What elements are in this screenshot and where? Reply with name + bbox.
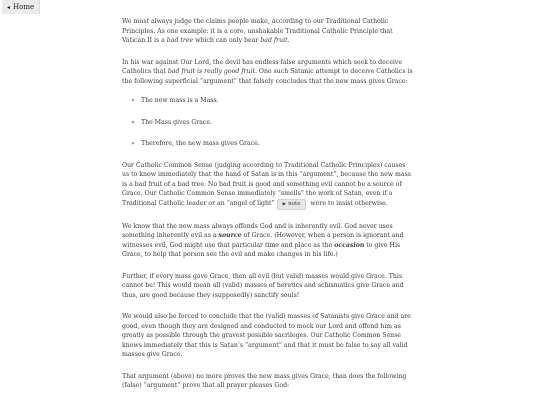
text: of Grace. (However, when a person is ignorant and witnesses evil, God might use that particular time and place as the: [122, 232, 404, 249]
text: . One such Satanic attempt to deceive Catholics is the following superficial “argument” that falsely concludes that the new mass gives Grace:: [122, 68, 413, 85]
paragraph-6: We would also be forced to conclude that the (valid) masses of Satanists give Grace and are good, even though they are designed and conducted to mock our Lord and offend him as greatly as possible through the gravest possible sacrileges. Our Catholic Common Sense knows immediately that this is Satan’s “argument” and that it must be false to say all valid masses give Grace.: [122, 313, 411, 358]
note-label: note: [288, 200, 301, 207]
emphasis: bad tree: [166, 37, 194, 44]
text: We know that the new mass always offends God and is inherently evil. God never uses something inherently evil as a: [122, 222, 393, 239]
text: We must always judge the claims people make, according to our Traditional Catholic Principles. As one example: it is a core, unshakable Traditional Catholic Principle that Vatican II is a: [122, 18, 393, 44]
list-item: » The Mass gives Grace.: [122, 118, 414, 128]
text: In his war against Our Lord, the devil has endless false arguments which seek to deceive Catholics that: [122, 58, 402, 75]
paragraph-2: [122, 58, 414, 87]
paragraph-4: [122, 222, 414, 260]
syllogism-list: [122, 96, 414, 149]
paragraph-7: That argument (above) no more proves the new mass gives Grace, than does the following (false) “argument” prove that all prayer pleases God:: [122, 372, 407, 389]
home-label: Home: [13, 3, 35, 11]
emphasis: occasion: [334, 241, 365, 249]
text: were to insist otherwise.: [308, 199, 388, 207]
paragraph-1: [122, 17, 414, 46]
article-body: [122, 17, 414, 403]
note-button[interactable]: [277, 199, 307, 210]
emphasis: bad fruit: [260, 37, 288, 44]
back-arrow-icon: ◂: [7, 4, 11, 11]
top-bar: [0, 0, 540, 14]
paragraph-3: [122, 161, 414, 210]
emphasis: source: [218, 232, 242, 239]
paragraph-5: Further, if every mass gave Grace, then all evil (but valid) masses would give Grace. This cannot be! This would mean all (valid) masses of heretics and schismatics give Grace and thus, are good because they (supposedly) sanctify souls!: [122, 272, 404, 299]
home-button[interactable]: [2, 0, 40, 14]
play-triangle-icon: ▶: [282, 201, 287, 207]
emphasis: bad fruit is really good fruit: [167, 68, 255, 75]
text: to give His Grace, to help that person see the evil and make changes in his life.): [122, 241, 401, 258]
list-item: » Therefore, the new mass gives Grace.: [122, 139, 414, 149]
text: which can only bear: [193, 37, 261, 44]
text: Our Catholic Common Sense (judging according to Traditional Catholic Principles) causes us to know immediately that the hand of Satan is in this “argument”, because the new mass is a bad fruit of a bad tree. No bad fruit is good and something evil cannot be a source of Grace. Our Catholic Common Sense immediately “smells” the work of Satan, even if a Traditional Catholic leader or an “angel of light”: [122, 161, 411, 207]
text: .: [287, 37, 290, 44]
list-item: » The new mass is a Mass.: [122, 96, 414, 106]
